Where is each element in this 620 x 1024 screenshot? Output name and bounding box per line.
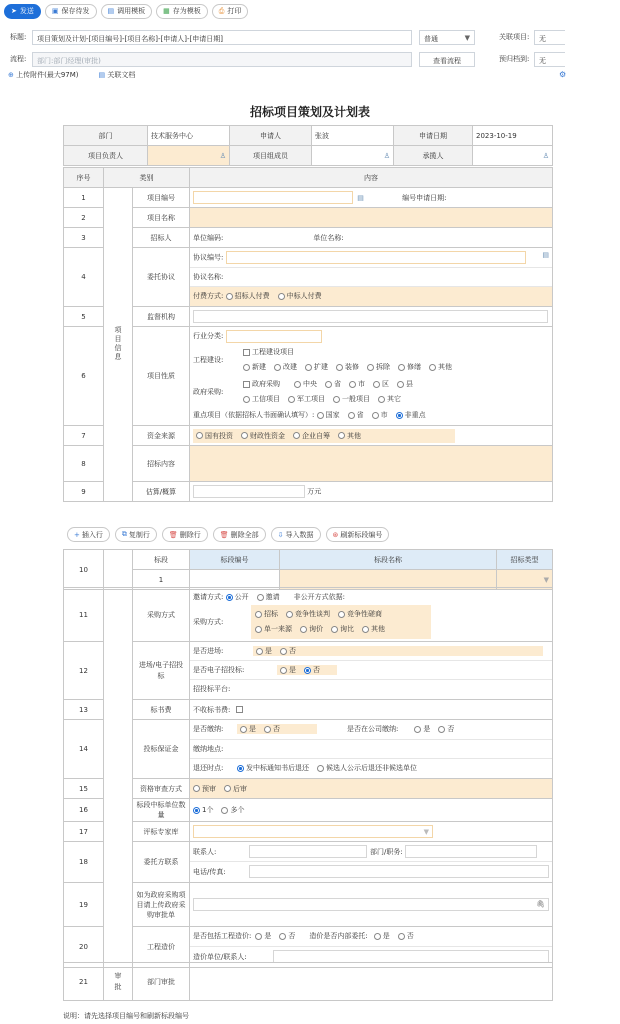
no-apply-date-label: 编号申请日期: (402, 193, 447, 202)
invite-radio-public[interactable] (226, 594, 233, 601)
row-number: 1 (64, 188, 104, 208)
option-label: 新建 (252, 363, 266, 371)
deposit-cell (190, 720, 553, 779)
return-time-label: 退还时点: (193, 764, 224, 772)
tenderer-cell (190, 228, 553, 248)
option-label: 邀请 (265, 593, 280, 601)
option-label: 市 (380, 411, 388, 419)
purchase-method-label: 采购方式 (133, 588, 190, 642)
gov-level-radio[interactable] (325, 381, 332, 388)
dept-approval-label: 部门审批 (133, 963, 190, 1001)
title-row (0, 28, 565, 46)
option-label: 其他 (438, 363, 452, 371)
project-name-input[interactable] (190, 208, 553, 228)
industry-label: 行业分类: (193, 332, 224, 340)
winner-count-label: 标段中标单位数量 (133, 799, 190, 822)
option-label: 省 (334, 380, 341, 388)
bid-fee-label: 标书费 (133, 700, 190, 720)
dept-label: 部门 (64, 126, 148, 146)
cost-unit-label: 造价单位/联系人: (193, 952, 247, 961)
estimate-input[interactable] (193, 485, 305, 498)
row-number: 17 (64, 822, 104, 842)
undertaker-label: 承揽人 (394, 146, 473, 166)
expert-pool-select[interactable] (193, 825, 433, 838)
option-label: 一般项目 (342, 395, 370, 403)
deposit-label: 投标保证金 (133, 720, 190, 779)
save-draft-button[interactable]: ▣ 保存待发 (45, 4, 97, 19)
purchase-radio[interactable] (338, 611, 345, 618)
option-label: 是 (382, 932, 390, 940)
include-cost-label: 是否包括工程造价: (193, 932, 252, 940)
title-input[interactable]: 项目策划及计划-[项目编号]-[项目名称]-[申请人]-[申请日期] (32, 30, 412, 45)
invite-radio-invite[interactable] (257, 594, 264, 601)
option-label: 否 (406, 932, 414, 940)
agreement-name-label: 协议名称: (193, 273, 224, 281)
option-label: 军工项目 (297, 395, 325, 403)
purchase-radio[interactable] (255, 626, 262, 633)
phone-label: 电话/传真: (193, 867, 226, 876)
winner-count-cell (190, 799, 553, 822)
key-project-radio[interactable] (396, 412, 403, 419)
row-number: 5 (64, 307, 104, 327)
agreement-no-input[interactable] (226, 251, 526, 264)
option-label: 询价 (309, 625, 323, 633)
flow-input[interactable]: 部门:部门经理(审批) (32, 52, 412, 67)
enter-radio-yes[interactable] (256, 648, 263, 655)
section-label: 标段 (133, 550, 190, 570)
e-tender-label: 是否电子招投标: (193, 666, 245, 674)
project-no-label: 项目编号 (133, 188, 190, 208)
pay-method-label: 付费方式: (193, 292, 224, 300)
option-label: 候选人公示后退还非候选单位 (326, 764, 417, 772)
date-value: 2023-10-19 (473, 126, 553, 146)
key-project-options (317, 411, 434, 419)
project-no-cell (190, 188, 553, 208)
row-number: 8 (64, 446, 104, 482)
bid-fee-cell (190, 700, 553, 720)
save-template-button[interactable]: ▦ 存为模板 (156, 4, 208, 19)
option-label: 工程建设项目 (252, 348, 294, 356)
refresh-no-button[interactable]: ⊛ 刷新标段编号 (326, 527, 390, 542)
row-number: 7 (64, 426, 104, 446)
purchase-radio[interactable] (255, 611, 262, 618)
fund-source-options (193, 429, 455, 443)
fund-source-cell (190, 426, 553, 446)
internal-radio-no[interactable] (398, 933, 405, 940)
unit-name-label: 单位名称: (313, 233, 344, 242)
person-icon[interactable]: ♙ (542, 151, 549, 160)
dept-value: 技术服务中心 (148, 126, 230, 146)
applicant-label: 申请人 (230, 126, 312, 146)
blank-cell (104, 550, 133, 590)
row-number: 16 (64, 799, 104, 822)
option-label: 拆除 (376, 363, 390, 371)
row-number: 9 (64, 482, 104, 502)
option-label: 公开 (234, 593, 249, 601)
e-radio-no[interactable] (304, 667, 311, 674)
fund-source-radio[interactable] (241, 432, 248, 439)
section-name-header: 标段名称 (280, 550, 497, 570)
project-nature-label: 项目性质 (133, 327, 190, 426)
option-label: 竞争性谈判 (295, 610, 330, 618)
engineering-radio[interactable] (336, 364, 343, 371)
gov-type-radio[interactable] (288, 396, 295, 403)
option-label: 是 (423, 725, 431, 733)
pre-review-radio[interactable] (193, 785, 200, 792)
section-table (63, 549, 553, 590)
supervisor-field[interactable] (193, 310, 548, 323)
free-fee-checkbox[interactable] (236, 706, 243, 713)
key-project-radio[interactable] (372, 412, 379, 419)
approval-table (63, 962, 553, 1001)
company-radio-no[interactable] (438, 726, 445, 733)
deposit-place-label: 缴纳地点: (193, 745, 224, 753)
insert-row-button[interactable]: + 插入行 (67, 527, 110, 542)
paperclip-icon[interactable]: 🖇 (536, 900, 545, 908)
contact-input[interactable] (249, 845, 367, 858)
import-icon: ⇩ (277, 530, 284, 539)
post-review-radio[interactable] (224, 785, 231, 792)
option-label: 改建 (283, 363, 297, 371)
send-icon: ➤ (11, 7, 17, 15)
option-label: 1个 (202, 806, 214, 814)
client-contact-label: 委托方联系 (133, 842, 190, 883)
gov-approval-upload[interactable] (193, 898, 549, 911)
supervisor-input[interactable] (190, 307, 553, 327)
option-label: 其它 (387, 395, 401, 403)
leader-input[interactable] (148, 146, 230, 166)
row-number: 4 (64, 248, 104, 307)
purchase-type-label: 采购方式: (193, 618, 224, 626)
pay-radio-winner[interactable] (278, 293, 285, 300)
refresh-icon: ⊛ (332, 530, 339, 539)
upload-attachment-link[interactable]: ⊕ 上传附件(最大97M) (8, 71, 79, 79)
contact-label: 联系人: (193, 847, 217, 856)
project-name-label: 项目名称 (133, 208, 190, 228)
gov-purchase-checkbox[interactable] (243, 381, 250, 388)
engineering-radio[interactable] (398, 364, 405, 371)
send-button[interactable]: ➤ 发送 (4, 4, 41, 19)
row-number: 20 (64, 927, 104, 968)
purchase-options-1 (255, 607, 427, 622)
tenderer-label: 招标人 (133, 228, 190, 248)
gov-type-radio[interactable] (333, 396, 340, 403)
purchase-options-2 (255, 622, 427, 637)
option-label: 工信项目 (252, 395, 280, 403)
company-pay-label: 是否在公司缴纳: (347, 725, 399, 733)
engineering-label: 工程建设: (193, 356, 224, 364)
content-header: 内容 (190, 168, 553, 188)
option-label: 后审 (233, 784, 247, 793)
delete-row-button[interactable]: 🗑 删除行 (162, 527, 208, 542)
key-project-radio[interactable] (317, 412, 324, 419)
row-number: 15 (64, 779, 104, 799)
enter-e-cell (190, 642, 553, 700)
estimate-unit: 万元 (307, 487, 322, 496)
related-doc-link[interactable]: ▤ 关联文档 (98, 71, 136, 79)
unit-code-label: 单位编码: (193, 233, 224, 242)
option-label: 是 (289, 666, 296, 674)
deposit-pay-label: 是否缴纳: (193, 725, 224, 733)
enter-radio-no[interactable] (280, 648, 287, 655)
undertaker-input[interactable] (473, 146, 553, 166)
e-radio-yes[interactable] (280, 667, 287, 674)
fund-source-radio[interactable] (338, 432, 345, 439)
copy-icon: ⧉ (121, 530, 127, 538)
dept-duty-input[interactable] (405, 845, 537, 858)
footer-note: 说明：请先选择项目编号和刷新标段编号 (63, 1012, 189, 1020)
archive-input[interactable]: 无 (534, 52, 565, 67)
dept-approval-cell[interactable] (190, 963, 553, 1001)
option-label: 是 (265, 647, 272, 655)
engineering-radio[interactable] (305, 364, 312, 371)
row-number: 21 (64, 963, 104, 1001)
option-label: 预审 (202, 784, 216, 793)
supervisor-label: 监督机构 (133, 307, 190, 327)
members-label: 项目组成员 (230, 146, 312, 166)
purchase-radio[interactable] (300, 626, 307, 633)
purchase-method-cell (190, 588, 553, 642)
gov-approval-label: 如为政府采购项目请上传政府采购审批单 (133, 883, 190, 927)
tender-content-input[interactable] (190, 446, 553, 482)
copy-row-button[interactable]: ⧉ 复制行 (115, 527, 157, 542)
engineering-radio[interactable] (367, 364, 374, 371)
option-label: 企业自筹 (302, 431, 330, 440)
section-row-number: 1 (133, 570, 190, 590)
return-radio-2[interactable] (317, 765, 324, 772)
option-label: 否 (273, 725, 280, 733)
option-label: 中标人付费 (286, 292, 322, 300)
company-radio-yes[interactable] (414, 726, 421, 733)
non-public-label: 非公开方式依据: (293, 593, 345, 601)
import-data-button[interactable]: ⇩ 导入数据 (271, 527, 321, 542)
chevron-down-icon: ▼ (423, 828, 429, 836)
purchase-radio[interactable] (331, 626, 338, 633)
save-icon: ▣ (51, 7, 59, 15)
estimate-cell (190, 482, 553, 502)
enter-e-label: 进场/电子招投标 (133, 642, 190, 700)
option-label: 非重点 (404, 411, 426, 419)
industry-select[interactable] (226, 330, 322, 343)
tender-content-label: 招标内容 (133, 446, 190, 482)
option-label: 单一来源 (264, 625, 292, 633)
tender-type-header: 招标类型 (497, 550, 553, 570)
engineering-radio[interactable] (274, 364, 281, 371)
qualification-cell (190, 779, 553, 799)
engineering-checkbox[interactable] (243, 349, 250, 356)
project-nature-cell (190, 327, 553, 426)
deposit-radio-no[interactable] (264, 726, 271, 733)
option-label: 否 (313, 666, 320, 674)
multi-winner-radio[interactable] (221, 807, 228, 814)
priority-select[interactable]: 普通 ▼ (419, 30, 475, 45)
flow-label: 流程: (10, 55, 27, 63)
agreement-cell (190, 248, 553, 307)
title-label: 标题: (10, 33, 27, 41)
option-label: 竞争性磋商 (347, 610, 382, 618)
option-label: 区 (382, 380, 389, 388)
call-template-button[interactable]: ▤ 调用模板 (101, 4, 153, 19)
project-no-input[interactable] (193, 191, 353, 204)
option-label: 是 (249, 725, 256, 733)
row-number: 13 (64, 700, 104, 720)
row-number: 12 (64, 642, 104, 700)
option-label: 发中标通知书后退还 (246, 764, 309, 772)
save-template-icon: ▦ (163, 7, 170, 15)
view-flow-button[interactable]: 查看流程 (419, 52, 475, 67)
top-info-table (63, 125, 553, 166)
option-label: 县 (406, 380, 413, 388)
members-input[interactable] (312, 146, 394, 166)
delete-all-button[interactable]: 🗑 删除全部 (213, 527, 266, 542)
option-label: 国家 (325, 411, 340, 419)
client-contact-cell (190, 842, 553, 883)
agreement-label: 委托协议 (133, 248, 190, 307)
invite-label: 邀请方式: (193, 593, 224, 601)
category-header: 类别 (104, 168, 190, 188)
related-project-input[interactable]: 无 (534, 30, 565, 45)
option-label: 其他 (371, 625, 385, 633)
key-project-radio[interactable] (348, 412, 355, 419)
expert-pool-cell (190, 822, 553, 842)
option-label: 多个 (230, 806, 245, 814)
fund-source-radio[interactable] (196, 432, 203, 439)
settings-icon[interactable]: ⚙ (559, 70, 567, 79)
expert-pool-label: 评标专家库 (133, 822, 190, 842)
purchase-radio[interactable] (286, 611, 293, 618)
blank-cell (104, 588, 133, 968)
gov-approval-cell (190, 883, 553, 927)
trash-icon: 🗑 (168, 530, 178, 539)
option-label: 国有投资 (205, 431, 233, 440)
document-icon: ▤ (98, 71, 106, 79)
plus-icon: + (74, 530, 80, 539)
person-icon[interactable]: ♙ (219, 151, 226, 160)
include-radio-no[interactable] (279, 933, 286, 940)
archive-label: 预归档到: (499, 55, 530, 63)
related-project-label: 关联项目: (499, 33, 530, 41)
option-label: 否 (289, 647, 296, 655)
select-icon[interactable]: ▤ (357, 193, 364, 202)
internal-cost-label: 造价是否内部委托: (309, 932, 368, 940)
option-label: 市 (358, 380, 365, 388)
row-actions (67, 527, 389, 542)
option-label: 装修 (345, 363, 359, 371)
project-info-group-label: 项目信息 (114, 325, 122, 362)
gov-level-options (294, 380, 421, 388)
internal-radio-yes[interactable] (374, 933, 381, 940)
engineering-options (243, 360, 460, 375)
applicant-value: 张波 (312, 126, 394, 146)
gov-purchase-label: 政府采购: (193, 388, 224, 396)
print-button[interactable]: ⎙ 打印 (212, 4, 249, 19)
option-label: 财政性资金 (250, 431, 285, 440)
gov-level-radio[interactable] (294, 381, 301, 388)
pay-radio-tenderer[interactable] (226, 293, 233, 300)
people-icon[interactable]: ♙ (383, 151, 390, 160)
gov-type-radio[interactable] (378, 396, 385, 403)
trash-icon: 🗑 (219, 530, 229, 539)
free-fee-label: 不收标书费: (193, 705, 231, 714)
row-number: 6 (64, 327, 104, 426)
option-label: 招标 (264, 610, 278, 618)
option-label: 询比 (340, 625, 354, 633)
option-label: 中央 (303, 380, 317, 388)
row-number: 2 (64, 208, 104, 228)
option-label: 否 (447, 725, 455, 733)
dept-duty-label: 部门/职务: (370, 847, 403, 856)
document-title: 招标项目策划及计划表 (249, 105, 370, 119)
option-label: 省 (356, 411, 364, 419)
review-group-label: 审批 (104, 963, 133, 1001)
row-number: 3 (64, 228, 104, 248)
print-icon: ⎙ (218, 6, 225, 15)
fund-source-radio[interactable] (293, 432, 300, 439)
estimate-label: 估算/概算 (133, 482, 190, 502)
row-number: 11 (64, 588, 104, 642)
gov-type-radio[interactable] (243, 396, 250, 403)
toolbar (0, 0, 565, 22)
agreement-no-label: 协议编号: (193, 253, 224, 262)
fund-source-label: 资金来源 (133, 426, 190, 446)
chevron-down-icon: ▼ (543, 575, 549, 584)
engineering-radio[interactable] (429, 364, 436, 371)
phone-input[interactable] (249, 865, 549, 878)
project-info-table (63, 167, 553, 502)
enter-label: 是否进场: (193, 647, 224, 655)
leader-label: 项目负责人 (64, 146, 148, 166)
option-label: 政府采购 (252, 380, 280, 388)
key-project-label: 重点项目（依据招标人书面确认填写）: (193, 411, 315, 419)
date-label: 申请日期 (394, 126, 473, 146)
template-icon: ▤ (107, 7, 115, 15)
paperclip-icon: ⊕ (8, 71, 14, 79)
purchase-radio[interactable] (362, 626, 369, 633)
gov-level-radio[interactable] (349, 381, 356, 388)
row-number: 10 (64, 550, 104, 590)
procurement-table (63, 587, 553, 968)
flow-row (0, 50, 565, 68)
engineering-radio[interactable] (243, 364, 250, 371)
row-number: 19 (64, 883, 104, 927)
row-number: 18 (64, 842, 104, 883)
attachment-bar (8, 70, 135, 80)
option-label: 修缮 (407, 363, 421, 371)
chevron-down-icon: ▼ (464, 34, 470, 42)
platform-label: 招投标平台: (193, 685, 231, 693)
gov-level-radio[interactable] (397, 381, 404, 388)
row-number: 14 (64, 720, 104, 779)
gov-level-radio[interactable] (373, 381, 380, 388)
return-radio-1[interactable] (237, 765, 244, 772)
qualification-label: 资格审查方式 (133, 779, 190, 799)
no-header: 序号 (64, 168, 104, 188)
one-winner-radio[interactable] (193, 807, 200, 814)
option-label: 其他 (347, 431, 361, 440)
option-label: 扩建 (314, 363, 328, 371)
option-label: 否 (288, 932, 296, 940)
option-label: 是 (264, 932, 272, 940)
deposit-radio-yes[interactable] (240, 726, 247, 733)
option-label: 招标人付费 (234, 292, 270, 300)
section-no-header: 标段编号 (190, 550, 280, 570)
select-icon[interactable]: ▤ (542, 251, 549, 259)
include-radio-yes[interactable] (255, 933, 262, 940)
eng-cost-label: 工程造价 (133, 927, 190, 968)
gov-type-options (243, 392, 421, 407)
